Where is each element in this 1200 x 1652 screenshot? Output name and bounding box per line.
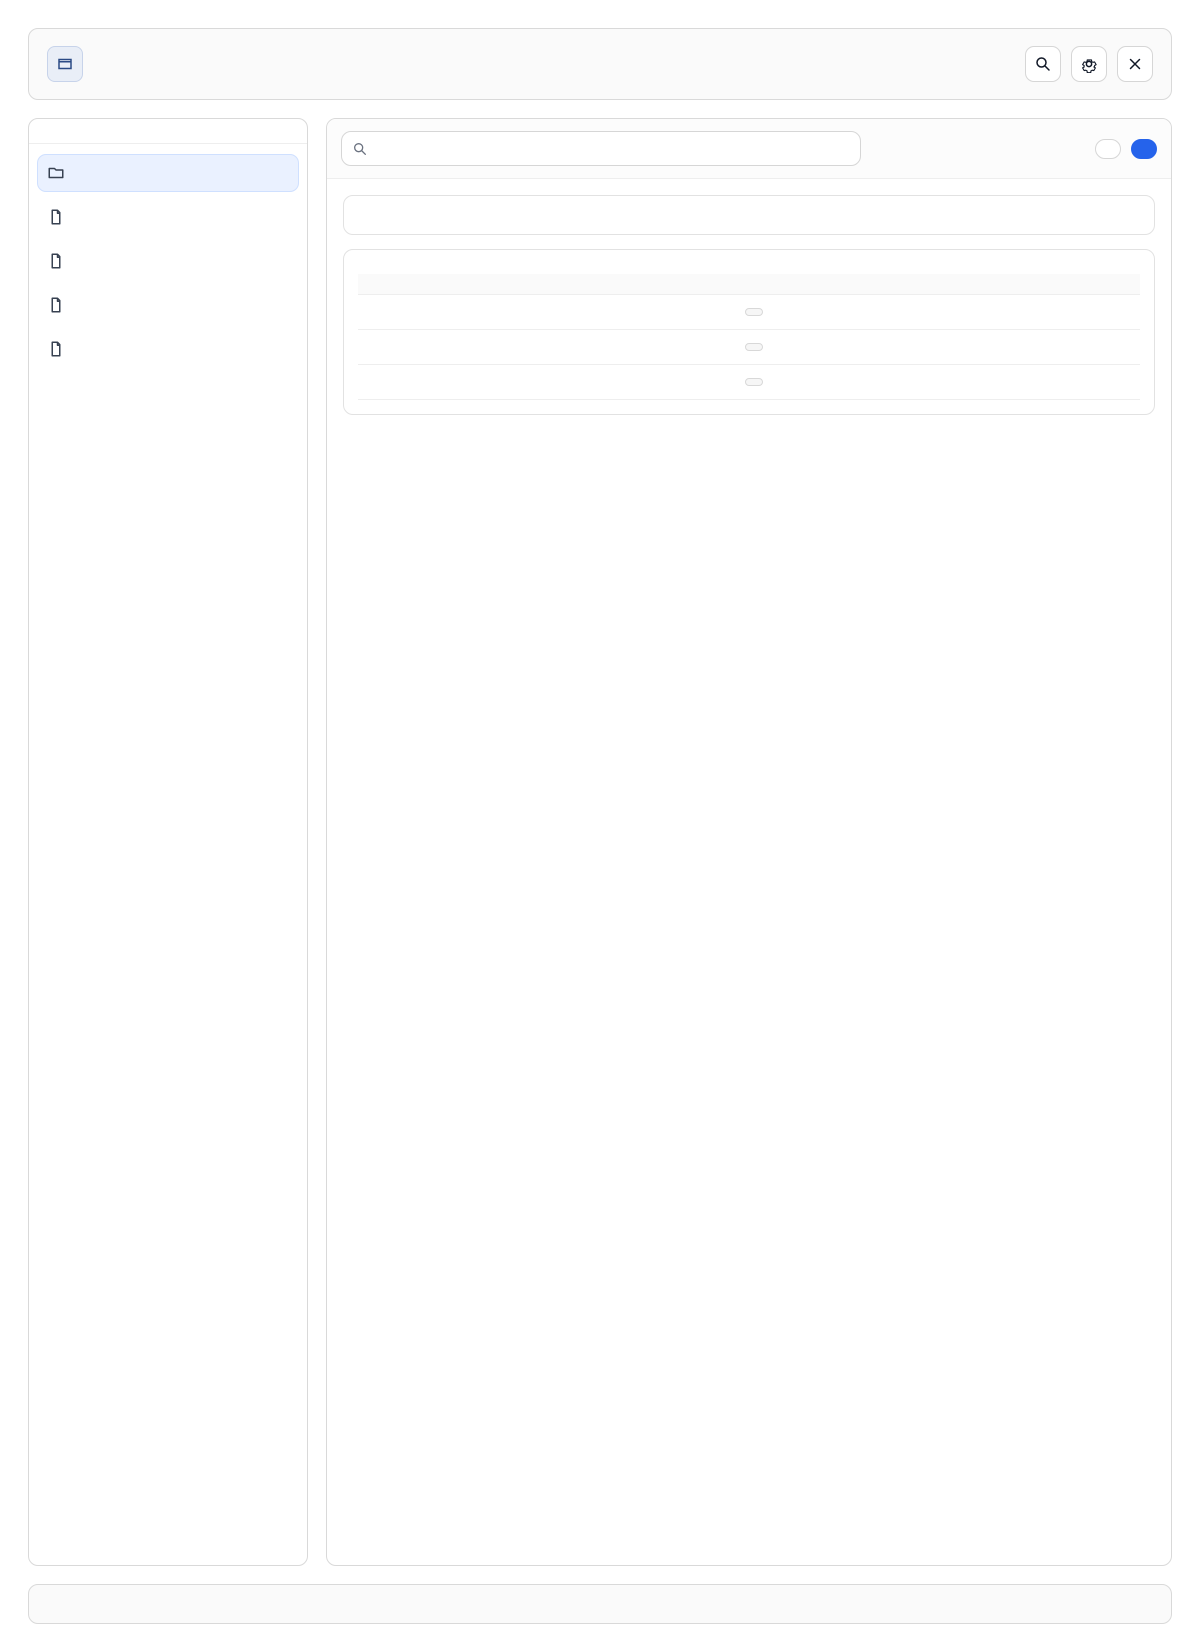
file-icon bbox=[47, 340, 65, 358]
sidebar-item-2[interactable] bbox=[37, 242, 299, 280]
table-header-row bbox=[358, 274, 1140, 295]
card-0 bbox=[343, 195, 1155, 235]
table-cell bbox=[548, 330, 738, 365]
search-box[interactable] bbox=[341, 131, 861, 166]
search-input[interactable] bbox=[376, 140, 850, 157]
secondary-button[interactable] bbox=[1095, 139, 1121, 159]
footer bbox=[28, 1584, 1172, 1624]
table-column-header bbox=[358, 274, 548, 295]
sidebar-item-3[interactable] bbox=[37, 286, 299, 324]
header-actions bbox=[1025, 46, 1153, 82]
file-icon bbox=[47, 296, 65, 314]
sidebar-list bbox=[29, 144, 307, 378]
table-cell bbox=[737, 330, 1140, 365]
toolbar-actions bbox=[1095, 139, 1157, 159]
search-icon bbox=[352, 141, 368, 157]
search-icon bbox=[1034, 55, 1052, 73]
table-row[interactable] bbox=[358, 330, 1140, 365]
table-head bbox=[358, 274, 1140, 295]
main bbox=[326, 118, 1172, 1566]
primary-button[interactable] bbox=[1131, 139, 1157, 159]
table-row[interactable] bbox=[358, 365, 1140, 400]
header-close-button[interactable] bbox=[1117, 46, 1153, 82]
app-mark bbox=[47, 46, 83, 82]
header-left bbox=[47, 46, 95, 82]
file-icon bbox=[47, 252, 65, 270]
app-icon bbox=[56, 55, 74, 73]
sidebar bbox=[28, 118, 308, 1566]
status-badge bbox=[745, 308, 763, 316]
table-cell bbox=[548, 365, 738, 400]
sidebar-item-4[interactable] bbox=[37, 330, 299, 368]
table-cell bbox=[358, 365, 548, 400]
table-body bbox=[358, 295, 1140, 400]
header bbox=[28, 28, 1172, 100]
table-column-header bbox=[737, 274, 1140, 295]
table-cell bbox=[737, 295, 1140, 330]
status-badge bbox=[745, 378, 763, 386]
file-icon bbox=[47, 208, 65, 226]
table-row[interactable] bbox=[358, 295, 1140, 330]
status-badge bbox=[745, 343, 763, 351]
table-cell bbox=[737, 365, 1140, 400]
folder-icon bbox=[47, 164, 65, 182]
table-column-header bbox=[548, 274, 738, 295]
table-cell bbox=[548, 295, 738, 330]
table-cell bbox=[358, 295, 548, 330]
close-icon bbox=[1126, 55, 1144, 73]
card-1 bbox=[343, 249, 1155, 415]
header-search-button[interactable] bbox=[1025, 46, 1061, 82]
header-settings-button[interactable] bbox=[1071, 46, 1107, 82]
data-table bbox=[358, 274, 1140, 400]
sidebar-head bbox=[29, 119, 307, 144]
gear-icon bbox=[1080, 55, 1098, 73]
sidebar-item-0[interactable] bbox=[37, 154, 299, 192]
table-cell bbox=[358, 330, 548, 365]
sidebar-item-1[interactable] bbox=[37, 198, 299, 236]
main-toolbar bbox=[327, 119, 1171, 179]
content bbox=[327, 179, 1171, 431]
